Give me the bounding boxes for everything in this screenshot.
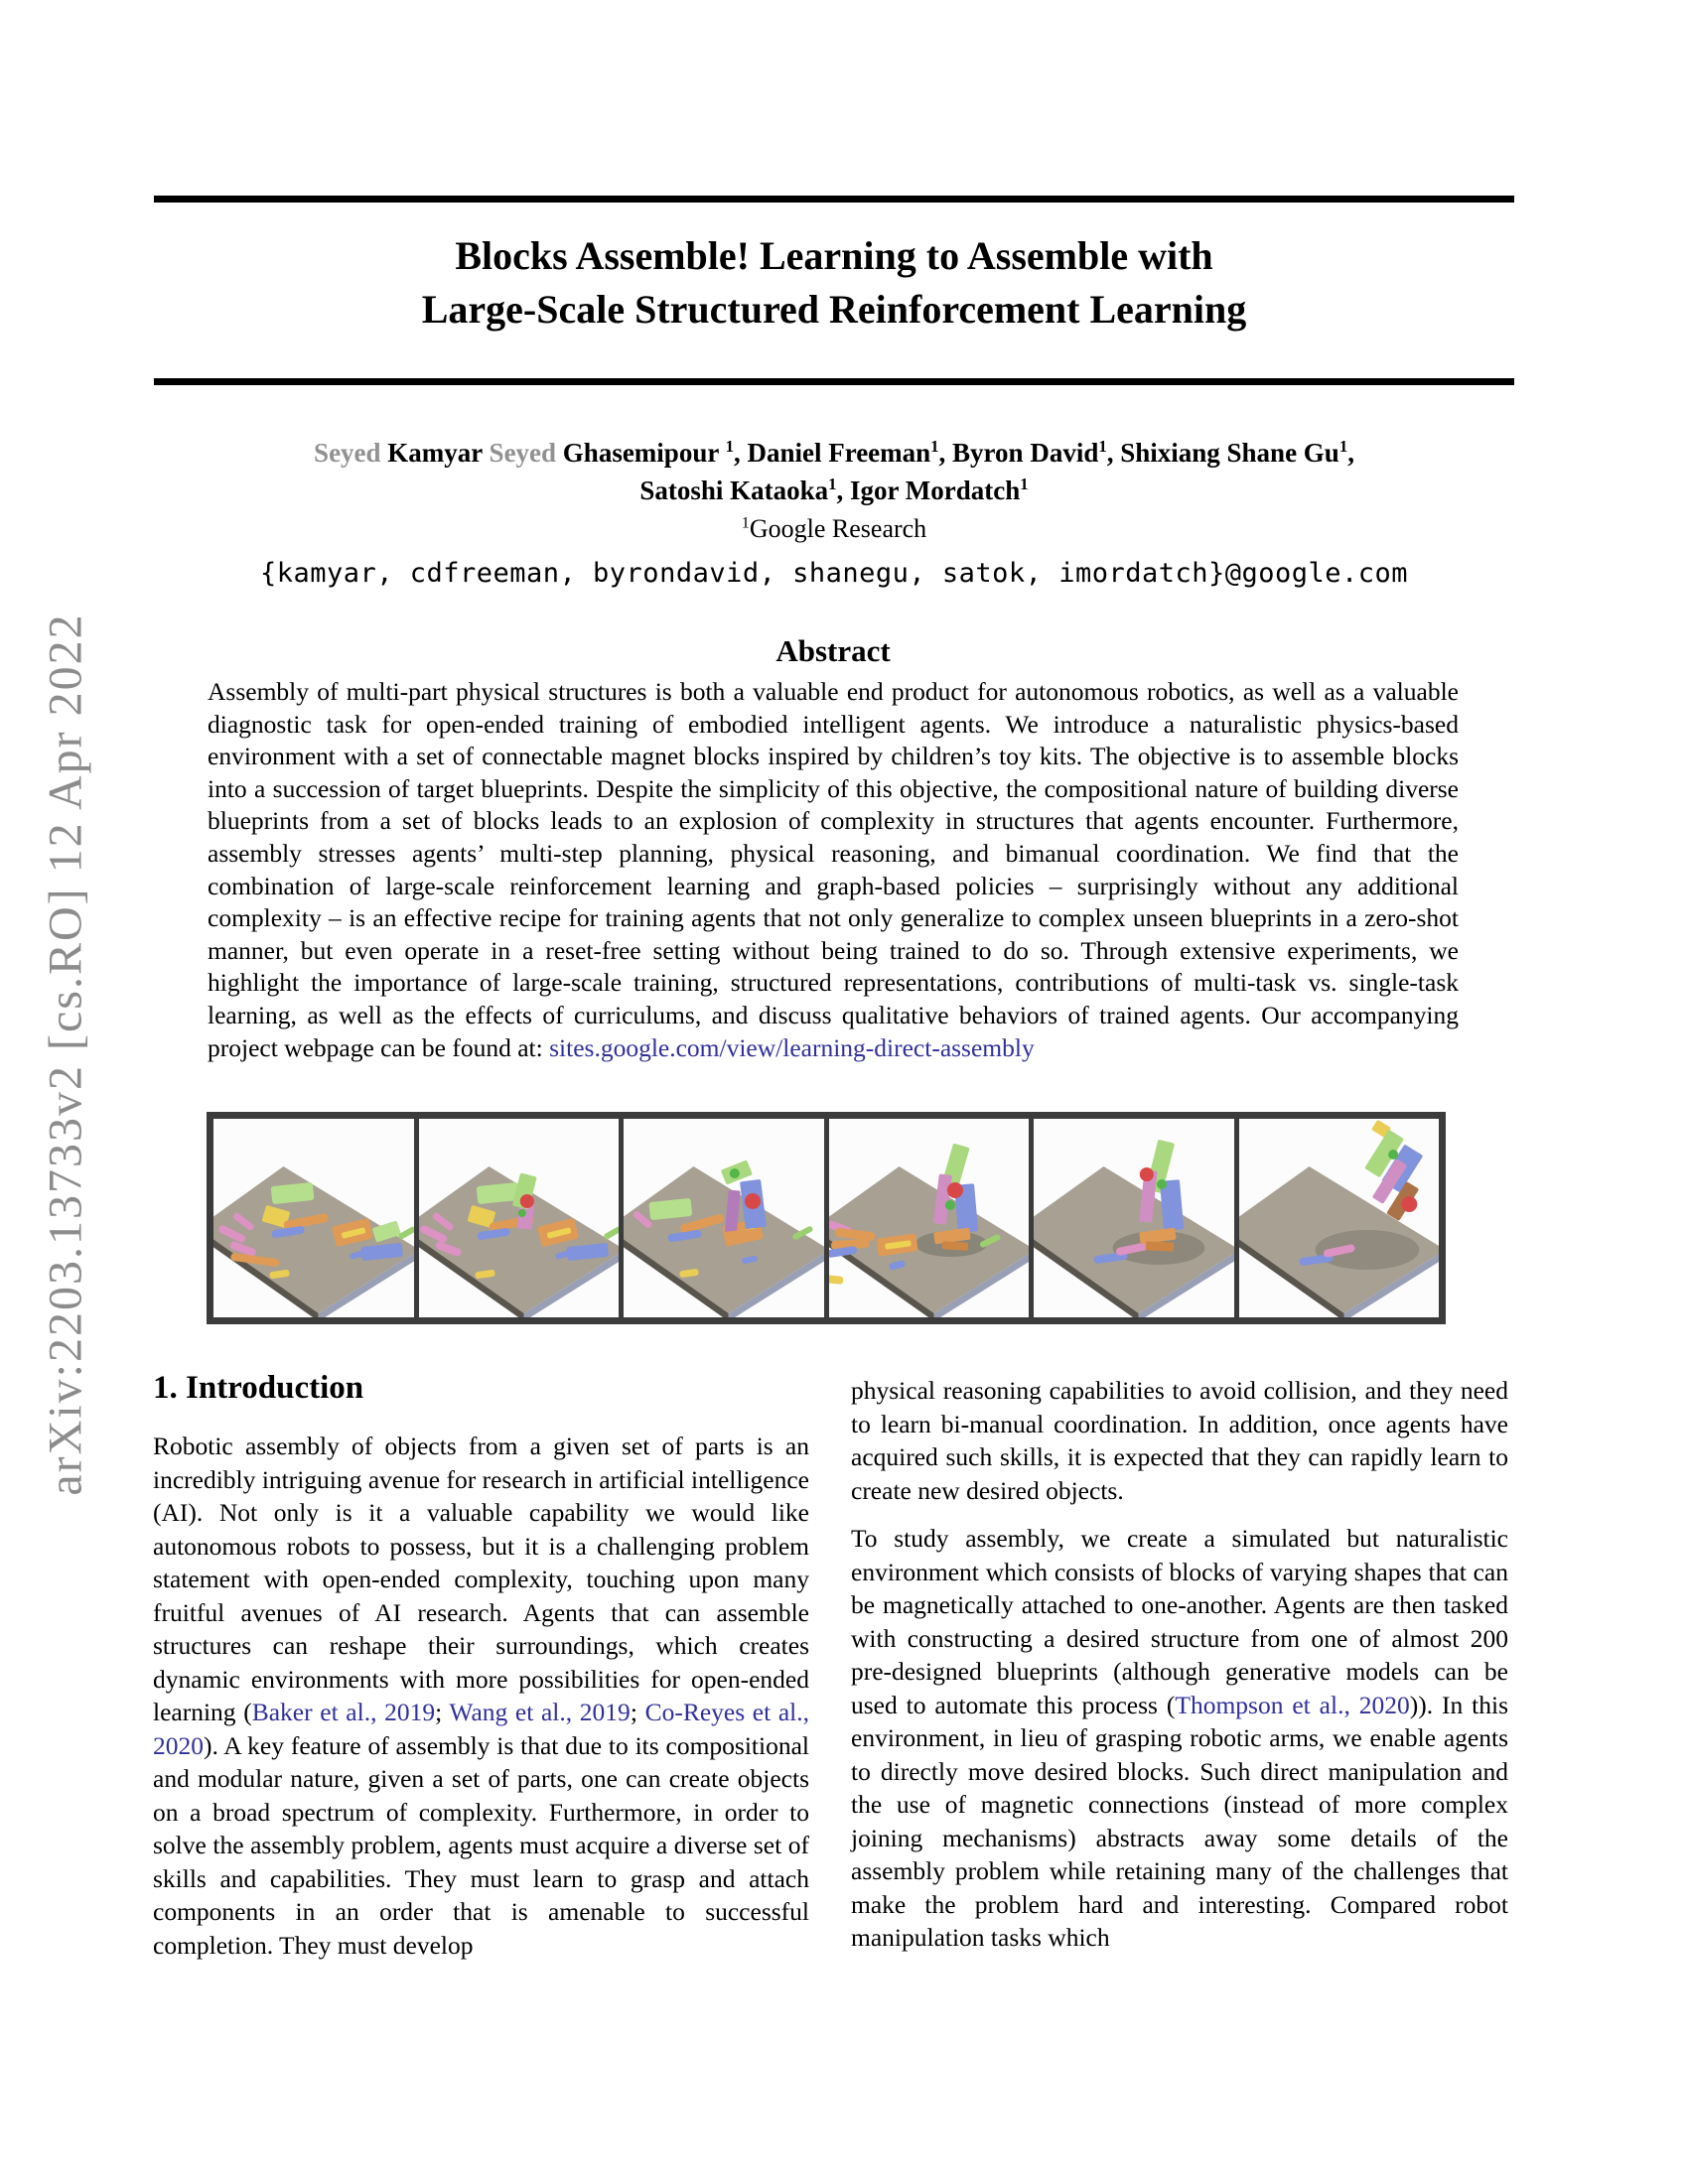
text-segment: Satoshi Kataoka (639, 476, 829, 505)
text-segment: ; (630, 1698, 645, 1726)
citation-link[interactable]: Baker et al., 2019 (251, 1698, 436, 1726)
figure-panel-1 (213, 1119, 414, 1317)
figure-panel-4 (829, 1119, 1030, 1317)
citation-link[interactable]: Thompson et al., 2020 (1175, 1690, 1410, 1719)
top-rule (154, 196, 1514, 203)
text-segment: Ghasemipour (562, 438, 726, 468)
text-segment: Seyed (314, 438, 388, 468)
figure-panel-5 (1034, 1119, 1234, 1317)
intro-right-para2 (851, 1522, 1508, 1955)
text-segment: )). In this environment, in lieu of grasping robotic arms, we enable agents to directly move desired blocks. Such direct manipulation and the use of magnetic connections (instead of more complex joining mechanisms) abstracts away some details of the assembly problem while retaining many of the challenges that make the problem hard and interesting. Compared robot manipulation tasks which (851, 1690, 1508, 1952)
text-segment: Daniel Freeman (747, 438, 931, 468)
paper-title (154, 229, 1514, 337)
text-segment: , (1347, 438, 1354, 468)
text-segment: ; (435, 1698, 450, 1726)
affiliation (154, 510, 1514, 548)
text-segment: 1 (1338, 437, 1348, 456)
text-segment: 1 (930, 437, 939, 456)
text-segment: 1 (741, 514, 750, 532)
text-segment: , (938, 438, 953, 468)
text-segment: 1 (828, 475, 837, 493)
text-segment: 1 (1098, 437, 1107, 456)
text-segment: Robotic assembly of objects from a given set of parts is an incredibly intriguing avenue for research in artificial intelligence (AI). Not only is it a valuable capability we would like autonomous robots to possess, but it is a challenging problem statement with open-ended complexity, touching upon many fruitful avenues of AI research. Agents that can assemble structures can reshape their surroundings, which creates dynamic environments with more possibilities for open-ended learning ( (153, 1432, 809, 1726)
author-line-1 (154, 434, 1514, 472)
intro-right-column (851, 1374, 1508, 1970)
text-segment: , (1106, 438, 1121, 468)
intro-right-para1: physical reasoning capabilities to avoid collision, and they need to learn bi-manual coordination. In addition, once agents have acquired such skills, it is expected that they can rapidly learn to create new desired objects. (851, 1376, 1508, 1505)
mid-rule (154, 378, 1514, 385)
figure-panel-3 (624, 1119, 824, 1317)
figure-strip (207, 1112, 1446, 1324)
abstract-heading: Abstract (775, 633, 891, 668)
text-segment: 1 (725, 437, 734, 456)
paper-title-line2: Large-Scale Structured Reinforcement Learning (421, 287, 1247, 332)
citation-link[interactable]: Co-Reyes et al., 2020 (153, 1698, 810, 1760)
text-segment: ). A key feature of assembly is that due to its compositional and modular nature, given a set of parts, one can create objects on a broad spectrum of complexity. Furthermore, in order to solve the assembly problem, agents must acquire a diverse set of skills and capabilities. They must learn to grasp and attach components in an order that is amenable to successful completion. They must develop (153, 1730, 809, 1960)
paper-title-line1: Blocks Assemble! Learning to Assemble with (455, 233, 1213, 278)
text-segment: Shixiang Shane Gu (1120, 438, 1339, 468)
text-segment: Assembly of multi-part physical structures is both a valuable end product for autonomous robotics, as well as a valuable diagnostic task for open-ended training of embodied intelligent agents. We introduce a naturalistic physics-based environment with a set of connectable magnet blocks inspired by children’s toy kits. The objective is to assemble blocks into a succession of target blueprints. Despite the simplicity of this objective, the compositional nature of building diverse blueprints from a set of blocks leads to an explosion of complexity in structures that agents encounter. Furthermore, assembly stresses agents’ multi-step planning, physical reasoning, and bimanual coordination. We find that the combination of large-scale reinforcement learning and graph-based policies – surprisingly without any additional complexity – is an effective recipe for training agents that not only generalize to complex unseen blueprints in a zero-shot manner, but even operate in a reset-free setting without being trained to do so. Through extensive experiments, we highlight the importance of large-scale training, structured representations, contributions of multi-task vs. single-task learning, as well as the effects of curriculums, and discuss qualitative behaviors of trained agents. Our accompanying project webpage can be found at: (208, 677, 1459, 1062)
text-segment: , (836, 476, 851, 505)
project-link[interactable]: sites.google.com/view/learning-direct-assembly (549, 1032, 1035, 1062)
text-segment: Seyed (489, 438, 563, 468)
text-segment: , (733, 438, 748, 468)
text-segment: Google Research (749, 514, 927, 543)
text-segment: To study assembly, we create a simulated but naturalistic environment which consists of blocks of varying shapes that can be magnetically attached to one-another. Agents are then tasked with constructing a desired structure from one of almost 200 pre-designed blueprints (although generative models can be used to automate this process ( (851, 1524, 1508, 1719)
text-segment: Kamyar (387, 438, 490, 468)
abstract-text (208, 676, 1459, 1064)
citation-link[interactable]: Wang et al., 2019 (449, 1698, 631, 1726)
figure-panel-6 (1239, 1119, 1440, 1317)
author-block (154, 434, 1514, 593)
author-emails: {kamyar, cdfreeman, byrondavid, shanegu, satok, imordatch}@google.com (259, 558, 1409, 589)
intro-left-column (153, 1430, 809, 1962)
text-segment: Byron David (952, 438, 1099, 468)
figure-panel-2 (419, 1119, 620, 1317)
arxiv-watermark: arXiv:2203.13733v2 [cs.RO] 12 Apr 2022 (39, 613, 92, 1496)
author-line-2 (154, 472, 1514, 509)
text-segment: 1 (1020, 475, 1029, 493)
text-segment: Igor Mordatch (850, 476, 1021, 505)
section-heading-introduction: 1. Introduction (153, 1370, 364, 1406)
